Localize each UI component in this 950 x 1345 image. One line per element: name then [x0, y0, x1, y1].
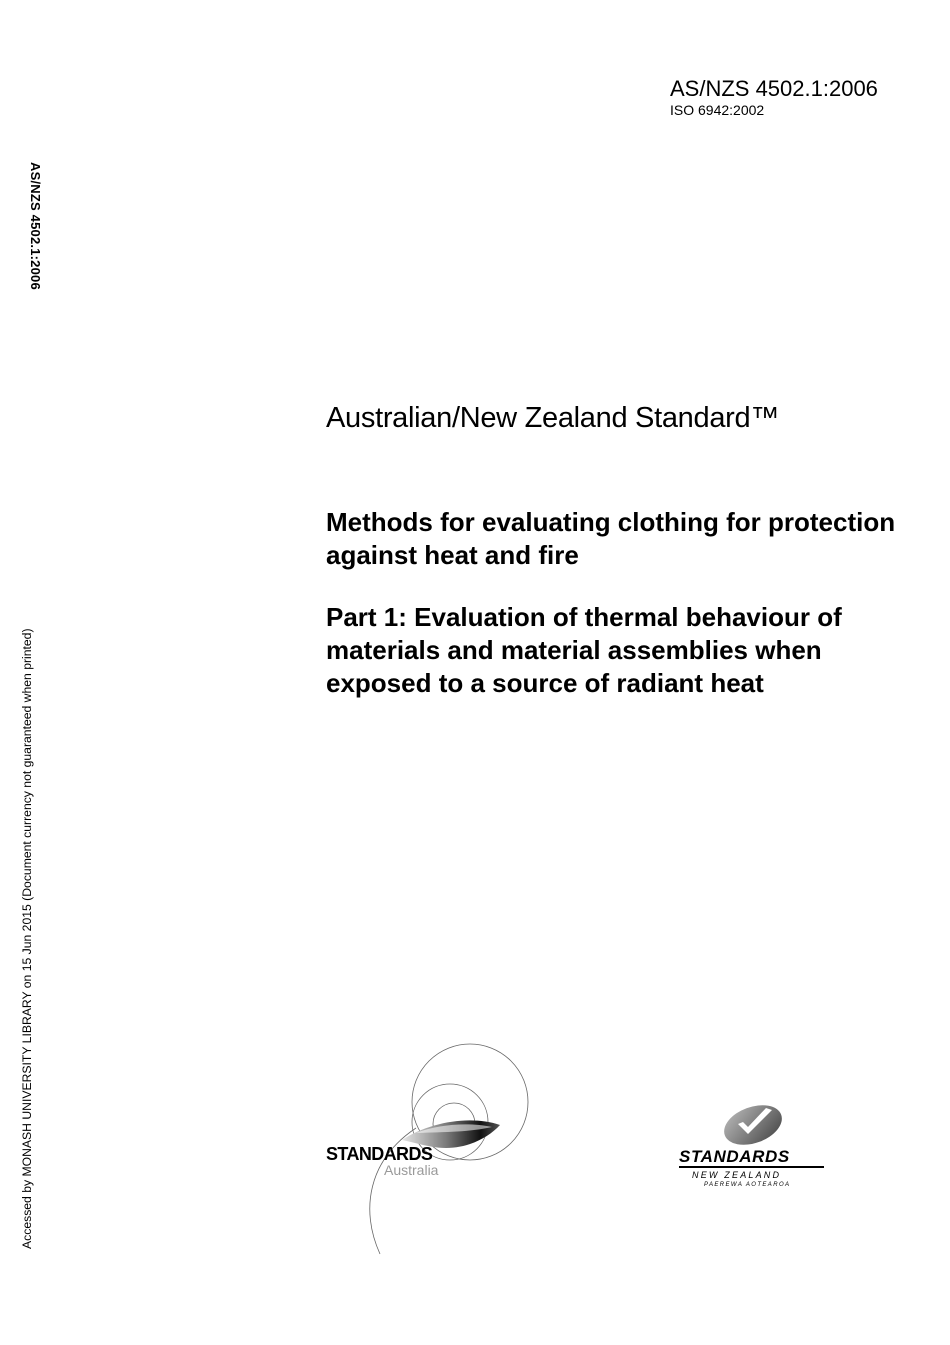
access-note: Accessed by MONASH UNIVERSITY LIBRARY on 15 Jun 2015 (Document currency not guaranteed when printed)	[20, 628, 34, 1249]
standards-nz-maori: PAEREWA AOTEAROA	[704, 1182, 791, 1188]
standards-nz-rule	[679, 1166, 824, 1168]
spine-standard-number: AS/NZS 4502.1:2006	[28, 162, 43, 290]
standards-nz-word: STANDARDS	[679, 1147, 790, 1166]
standard-number: AS/NZS 4502.1:2006	[670, 76, 878, 101]
standard-kind: Australian/New Zealand Standard™	[326, 402, 780, 434]
standards-australia-word: STANDARDS	[326, 1144, 433, 1164]
document-subtitle: Part 1: Evaluation of thermal behaviour of materials and material assemblies when exposed to a source of radiant heat	[326, 602, 842, 698]
iso-number: ISO 6942:2002	[670, 102, 765, 118]
standards-nz-country: NEW ZEALAND	[692, 1170, 782, 1180]
document-title: Methods for evaluating clothing for protection against heat and fire	[326, 507, 896, 570]
standards-australia-sub: Australia	[384, 1162, 439, 1178]
